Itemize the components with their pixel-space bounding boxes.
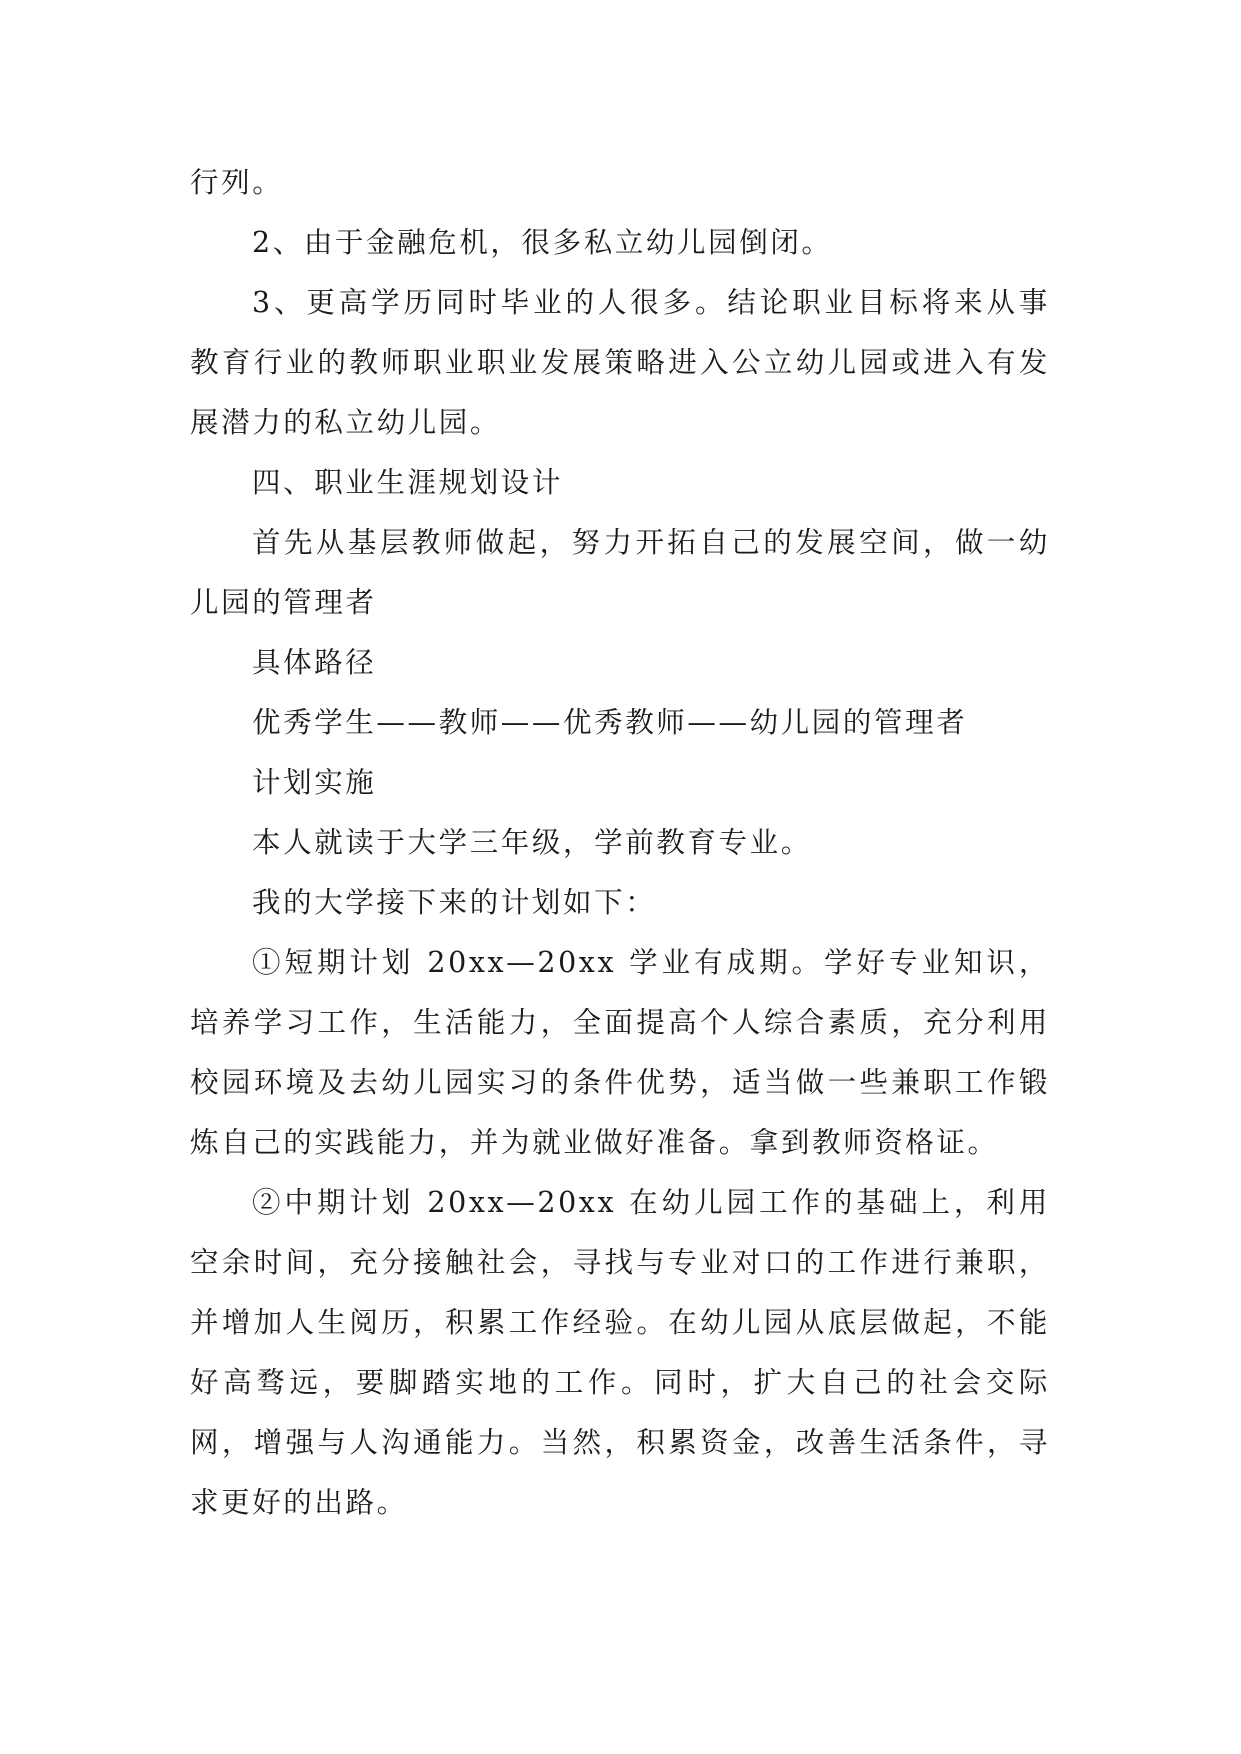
subheading-path: 具体路径: [252, 646, 377, 679]
paragraph-mid-term-plan: ②中期计划 20xx—20xx 在幼儿园工作的基础上，利用空余时间，充分接触社会，寻找与专业对口的工作进行兼职，并增加人生阅历，积累工作经验。在幼儿园从底层做起，不能好高骛远，要脚踏实地的工作。同时，扩大自己的社会交际网，增强与人沟通能力。当然，积累资金，改善生活条件，寻求更好的出路。: [190, 1186, 1050, 1519]
document-body: [190, 153, 1050, 1533]
paragraph-plan-intro: 我的大学接下来的计划如下：: [252, 886, 657, 919]
section-heading-career-plan: 四、职业生涯规划设计: [252, 466, 564, 499]
paragraph-self-intro: 本人就读于大学三年级，学前教育专业。: [252, 826, 812, 859]
paragraph-continuation: 行列。: [190, 166, 284, 199]
paragraph-short-term-plan: ①短期计划 20xx—20xx 学业有成期。学好专业知识，培养学习工作，生活能力，全面提高个人综合素质，充分利用校园环境及去幼儿园实习的条件优势，适当做一些兼职工作锻炼自己的实践能力，并为就业做好准备。拿到教师资格证。: [190, 946, 1050, 1159]
paragraph-goal: 首先从基层教师做起，努力开拓自己的发展空间，做一幼儿园的管理者: [190, 526, 1050, 619]
paragraph-reason-3: 3、更高学历同时毕业的人很多。结论职业目标将来从事教育行业的教师职业职业发展策略进入公立幼儿园或进入有发展潜力的私立幼儿园。: [190, 286, 1050, 439]
subheading-implementation: 计划实施: [252, 766, 377, 799]
paragraph-reason-2: 2、由于金融危机，很多私立幼儿园倒闭。: [252, 226, 833, 259]
paragraph-path: 优秀学生——教师——优秀教师——幼儿园的管理者: [252, 706, 968, 739]
